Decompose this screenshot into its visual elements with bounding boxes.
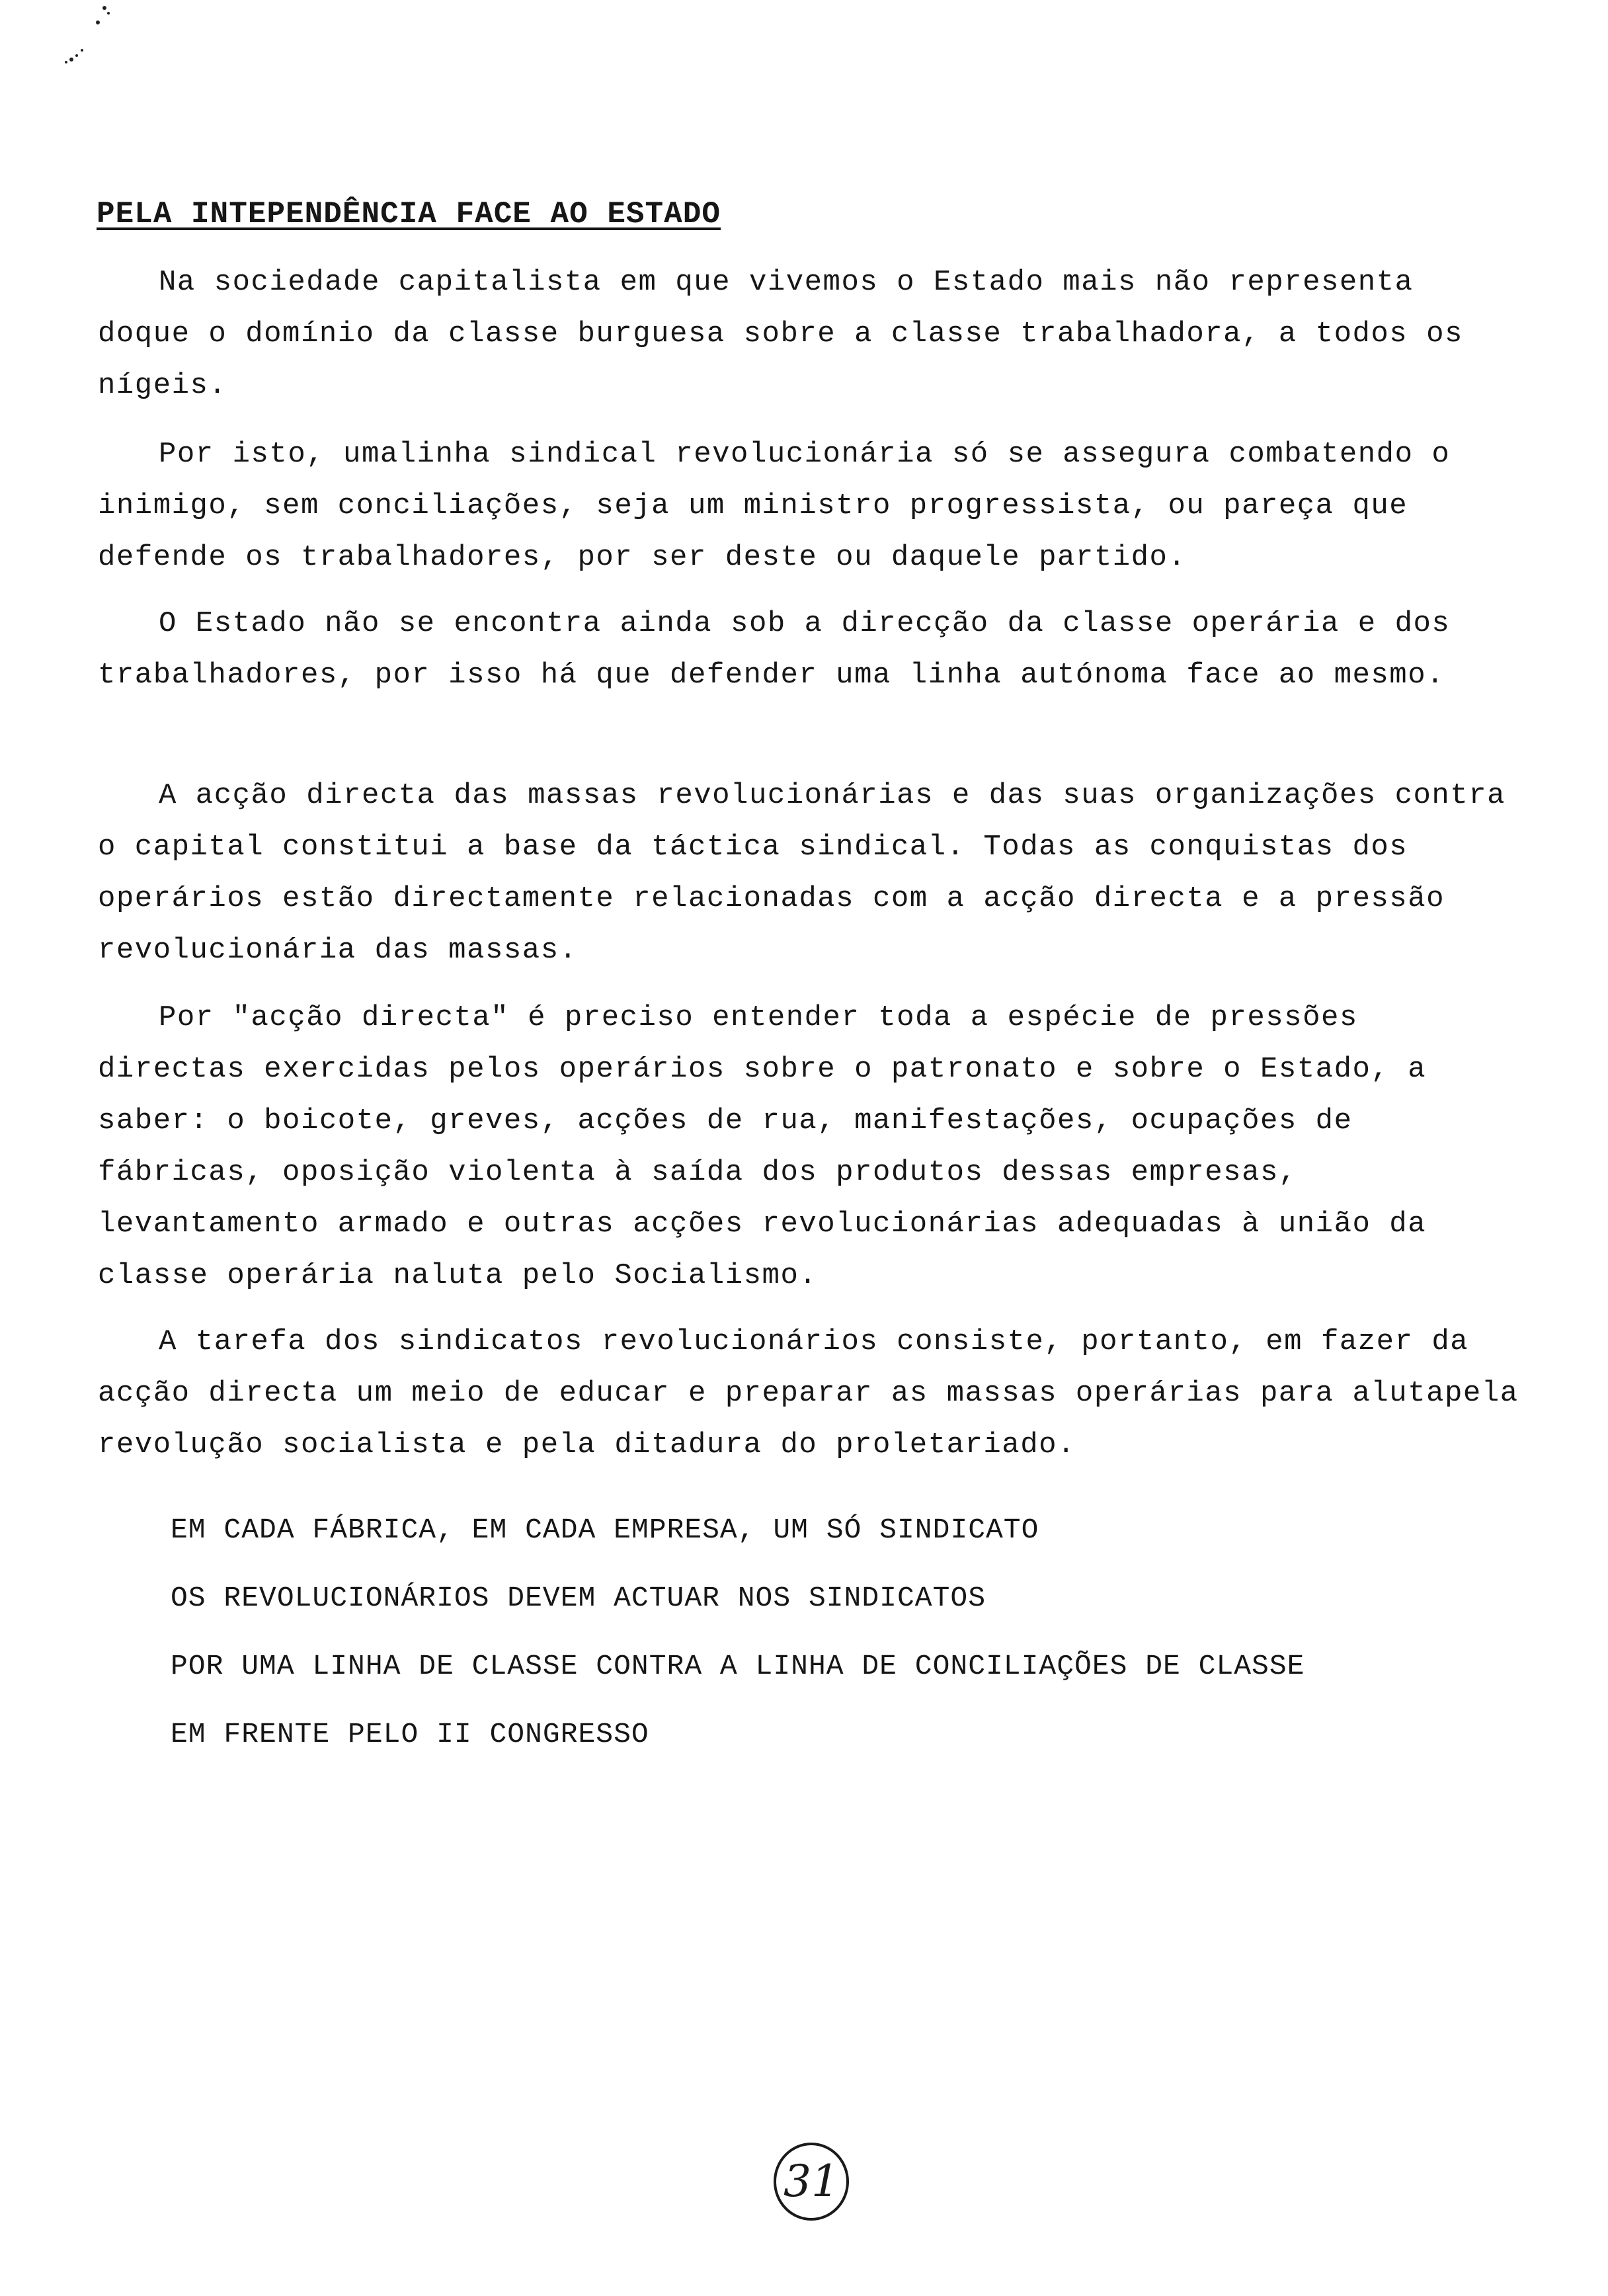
- slogan: OS REVOLUCIONÁRIOS DEVEM ACTUAR NOS SINDICATOS: [171, 1582, 986, 1614]
- document-heading: PELA INTEPENDÊNCIA FACE AO ESTADO: [97, 197, 721, 231]
- slogan: EM FRENTE PELO II CONGRESSO: [171, 1718, 649, 1750]
- ink-specks-decoration: [40, 0, 145, 79]
- paragraph: [98, 257, 1519, 411]
- paragraph: [98, 992, 1519, 1301]
- paragraph: [98, 1316, 1519, 1471]
- paragraph-text: A acção directa das massas revolucionárias e das suas organizações contra o capital constitui a base da táctica sindical. Todas as conquistas dos operários estão directamente relacionadas com a acção directa e a pressão revolucionária das massas.: [98, 779, 1506, 967]
- paragraph-text: O Estado não se encontra ainda sob a direcção da classe operária e dos trabalhadores, por isso há que defender uma linha autónoma face ao mesmo.: [98, 607, 1451, 692]
- paragraph: [98, 598, 1519, 701]
- paragraph: [98, 770, 1519, 976]
- paragraph: [98, 429, 1519, 583]
- paragraph-text: A tarefa dos sindicatos revolucionários consiste, portanto, em fazer da acção directa um meio de educar e preparar as massas operárias para alutapela revolução socialista e pela ditadura do proletariado.: [98, 1325, 1519, 1461]
- paragraph-text: Por isto, umalinha sindical revolucionária só se assegura combatendo o inimigo, sem conciliações, seja um ministro progressista, ou pareça que defende os trabalhadores, por ser deste ou daquele partido.: [98, 438, 1451, 574]
- paragraph-text: Na sociedade capitalista em que vivemos o Estado mais não representa doque o domínio da classe burguesa sobre a classe trabalhadora, a todos os nígeis.: [98, 266, 1463, 402]
- page-number-stamp: [770, 2140, 853, 2223]
- paragraph-text: Por "acção directa" é preciso entender toda a espécie de pressões directas exercidas pelos operários sobre o patronato e sobre o Estado, a saber: o boicote, greves, acções de rua, manifestações, ocupações de fábricas, oposição violenta à saída dos produtos dessas empresas, levantamento armado e outras acções revolucionárias adequadas à união da classe operária naluta pelo Socialismo.: [98, 1001, 1427, 1292]
- slogan: POR UMA LINHA DE CLASSE CONTRA A LINHA DE CONCILIAÇÕES DE CLASSE: [171, 1650, 1305, 1682]
- page-number: 31: [784, 2156, 839, 2207]
- slogan: EM CADA FÁBRICA, EM CADA EMPRESA, UM SÓ SINDICATO: [171, 1514, 1039, 1546]
- slogan-list: [171, 1496, 1305, 1768]
